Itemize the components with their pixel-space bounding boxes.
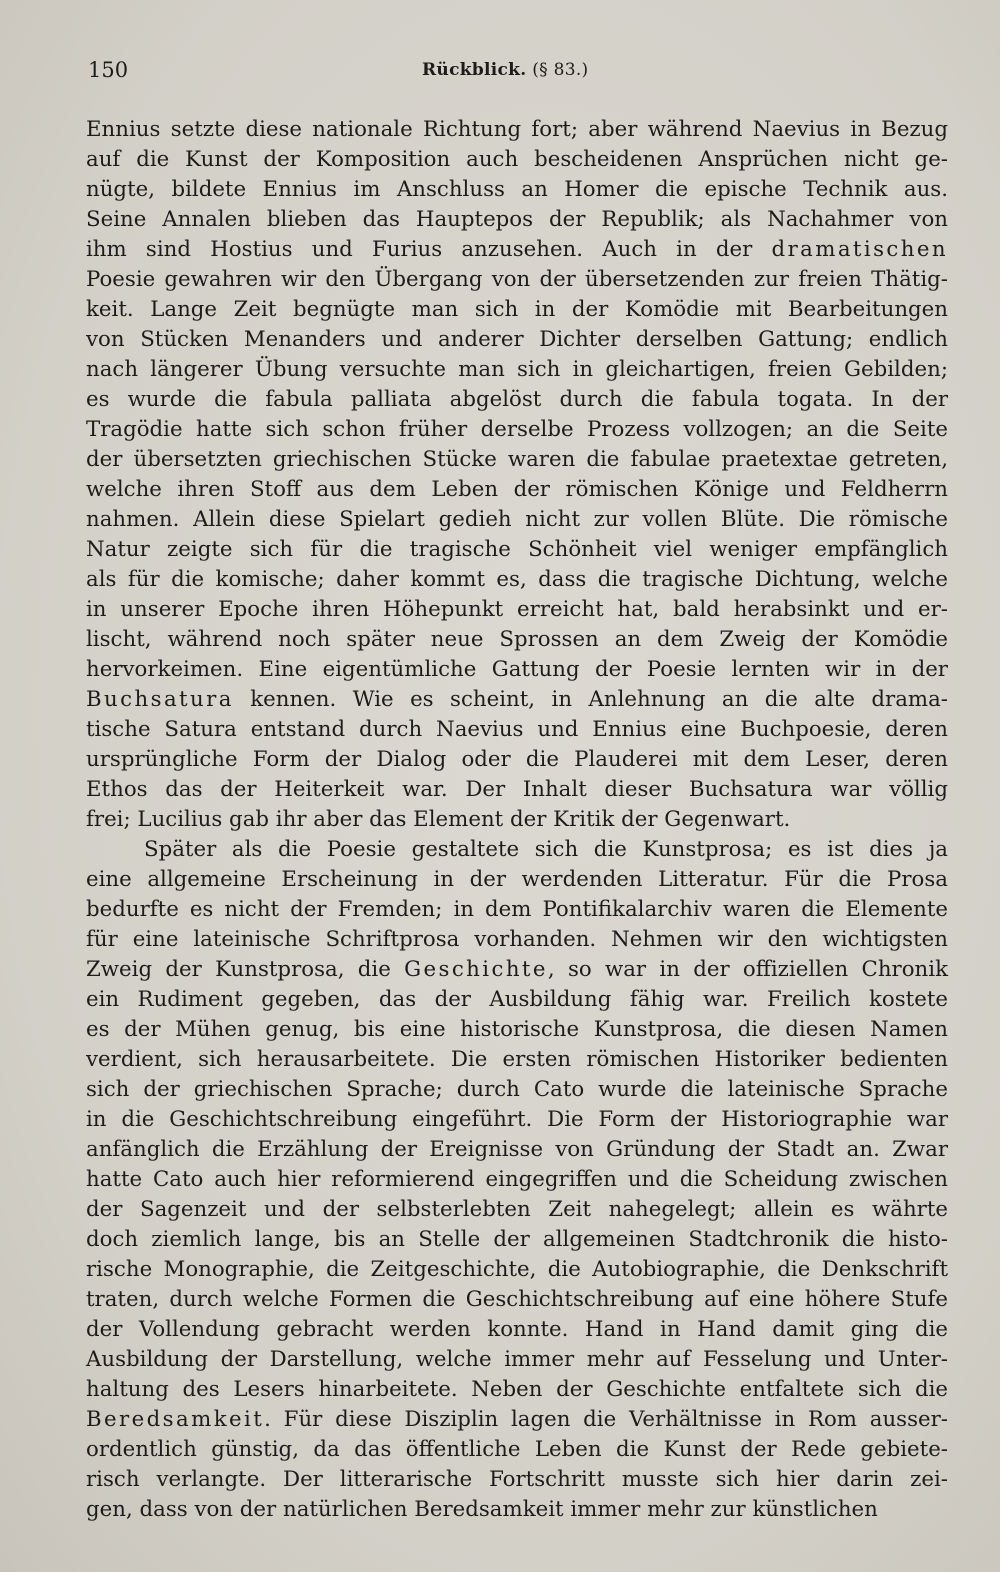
- text-line: doch ziemlich lange, bis an Stelle der allgemeinen Stadtchronik die histo-: [86, 1227, 948, 1252]
- text-line: traten, durch welche Formen die Geschichtschreibung auf eine höhere Stufe: [86, 1287, 948, 1312]
- text-line: es wurde die fabula palliata abgelöst durch die fabula togata. In der: [86, 387, 948, 412]
- text-line: der Sagenzeit und der selbsterlebten Zeit nahegelegt; allein es währte: [86, 1197, 948, 1222]
- text-line: Tragödie hatte sich schon früher derselbe Prozess vollzogen; an die Seite: [86, 417, 948, 442]
- text-line: für eine lateinische Schriftprosa vorhanden. Nehmen wir den wichtigsten: [86, 927, 948, 952]
- text-line: sich der griechischen Sprache; durch Cato wurde die lateinische Sprache: [86, 1077, 948, 1102]
- text-line: ursprüngliche Form der Dialog oder die Plauderei mit dem Leser, deren: [86, 747, 948, 772]
- text-line: der Vollendung gebracht werden konnte. Hand in Hand damit ging die: [86, 1317, 948, 1342]
- text-line: welche ihren Stoff aus dem Leben der römischen Könige und Feldherrn: [86, 477, 948, 502]
- text-line: Zweig der Kunstprosa, die Geschichte, so war in der offiziellen Chronik: [86, 957, 948, 982]
- text-line: auf die Kunst der Komposition auch bescheidenen Ansprüchen nicht ge-: [86, 147, 948, 172]
- text-line: anfänglich die Erzählung der Ereignisse von Gründung der Stadt an. Zwar: [86, 1137, 948, 1162]
- text-line: als für die komische; daher kommt es, dass die tragische Dichtung, welche: [86, 567, 948, 592]
- text-line: nach längerer Übung versuchte man sich in gleichartigen, freien Gebilden;: [86, 357, 948, 382]
- text-line: ihm sind Hostius und Furius anzusehen. Auch in der dramatischen: [86, 237, 948, 262]
- text-line: Seine Annalen blieben das Hauptepos der Republik; als Nachahmer von: [86, 207, 948, 232]
- text-line: verdient, sich herausarbeitete. Die ersten römischen Historiker bedienten: [86, 1047, 948, 1072]
- text-line: Ennius setzte diese nationale Richtung fort; aber während Naevius in Bezug: [86, 117, 948, 142]
- text-line: der übersetzten griechischen Stücke waren die fabulae praetextae getreten,: [86, 447, 948, 472]
- text-line: keit. Lange Zeit begnügte man sich in der Komödie mit Bearbeitungen: [86, 297, 948, 322]
- text-line: es der Mühen genug, bis eine historische Kunstprosa, die diesen Namen: [86, 1017, 948, 1042]
- text-line: rische Monographie, die Zeitgeschichte, die Autobiographie, die Denkschrift: [86, 1257, 948, 1282]
- text-line: hervorkeimen. Eine eigentümliche Gattung der Poesie lernten wir in der: [86, 657, 948, 682]
- text-line: Poesie gewahren wir den Übergang von der übersetzenden zur freien Thätig-: [86, 267, 948, 292]
- page-number: 150: [88, 58, 129, 82]
- text-line: frei; Lucilius gab ihr aber das Element der Kritik der Gegenwart.: [86, 807, 791, 832]
- text-line: gen, dass von der natürlichen Beredsamkeit immer mehr zur künstlichen: [86, 1497, 878, 1522]
- text-line: bedurfte es nicht der Fremden; in dem Pontifikalarchiv waren die Elemente: [86, 897, 948, 922]
- text-line: Ausbildung der Darstellung, welche immer mehr auf Fesselung und Unter-: [86, 1347, 948, 1372]
- text-line: hatte Cato auch hier reformierend eingegriffen und die Scheidung zwischen: [86, 1167, 948, 1192]
- running-head: [422, 60, 589, 80]
- text-line: ordentlich günstig, da das öffentliche Leben die Kunst der Rede gebiete-: [86, 1437, 948, 1462]
- text-line: in die Geschichtschreibung eingeführt. Die Form der Historiographie war: [86, 1107, 948, 1132]
- page-header: [88, 58, 948, 94]
- text-line: nügte, bildete Ennius im Anschluss an Homer die epische Technik aus.: [86, 177, 948, 202]
- text-line: Später als die Poesie gestaltete sich die Kunstprosa; es ist dies ja: [144, 837, 948, 862]
- text-line: Natur zeigte sich für die tragische Schönheit viel weniger empfänglich: [86, 537, 948, 562]
- section-reference: (§ 83.): [532, 60, 589, 80]
- text-line: Ethos das der Heiterkeit war. Der Inhalt dieser Buchsatura war völlig: [86, 777, 948, 802]
- text-line: haltung des Lesers hinarbeitete. Neben der Geschichte entfaltete sich die: [86, 1377, 948, 1402]
- text-line: tische Satura entstand durch Naevius und Ennius eine Buchpoesie, deren: [86, 717, 948, 742]
- text-line: risch verlangte. Der litterarische Fortschritt musste sich hier darin zei-: [86, 1467, 948, 1492]
- running-title: Rückblick.: [422, 60, 527, 80]
- text-line: Beredsamkeit. Für diese Disziplin lagen die Verhältnisse in Rom ausser-: [86, 1407, 948, 1432]
- text-line: lischt, während noch später neue Sprossen an dem Zweig der Komödie: [86, 627, 948, 652]
- body-text: [86, 115, 948, 1525]
- text-line: ein Rudiment gegeben, das der Ausbildung fähig war. Freilich kostete: [86, 987, 948, 1012]
- text-line: in unserer Epoche ihren Höhepunkt erreicht hat, bald herabsinkt und er-: [86, 597, 948, 622]
- text-line: eine allgemeine Erscheinung in der werdenden Litteratur. Für die Prosa: [86, 867, 948, 892]
- text-line: nahmen. Allein diese Spielart gedieh nicht zur vollen Blüte. Die römische: [86, 507, 948, 532]
- text-line: von Stücken Menanders und anderer Dichter derselben Gattung; endlich: [86, 327, 948, 352]
- text-line: Buchsatura kennen. Wie es scheint, in Anlehnung an die alte drama-: [86, 687, 948, 712]
